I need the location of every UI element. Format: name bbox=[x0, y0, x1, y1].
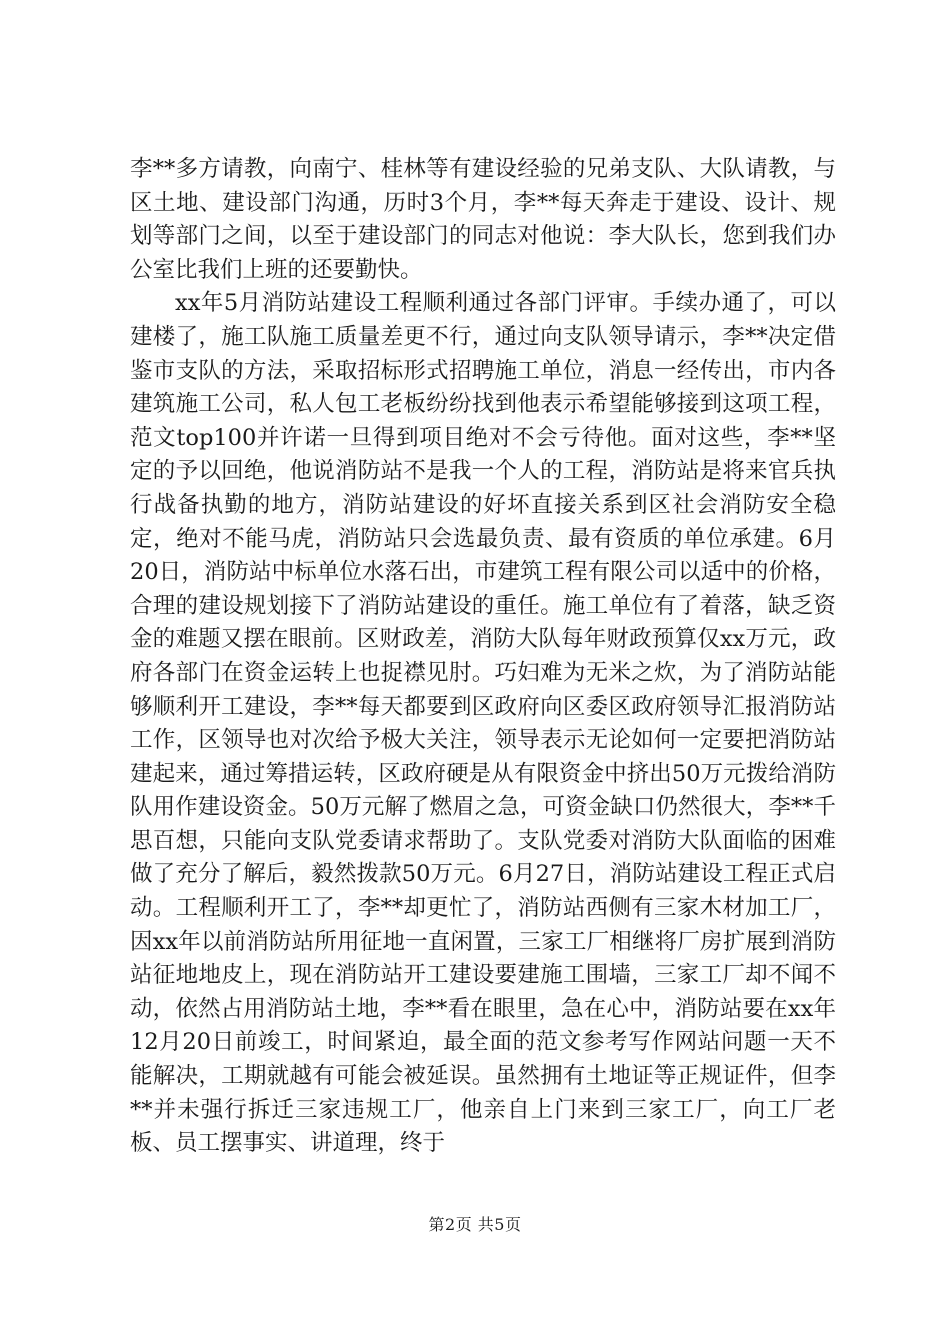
paragraph-2: xx年5月消防站建设工程顺利通过各部门评审。手续办通了，可以建楼了，施工队施工质量差更不行，通过向支队领导请示，李**决定借鉴市支队的方法，采取招标形式招聘施工单位，消息一经传出，市内各建筑施工公司，私人包工老板纷纷找到他表示希望能够接到这项工程，范文top100并许诺一旦得到项目绝对不会亏待他。面对这些，李**坚定的予以回绝，他说消防站不是我一个人的工程，消防站是将来官兵执行战备执勤的地方，消防站建设的好坏直接关系到区社会消防安全稳定，绝对不能马虎，消防站只会选最负责、最有资质的单位承建。6月20日，消防站中标单位水落石出，市建筑工程有限公司以适中的价格，合理的建设规划接下了消防站建设的重任。施工单位有了着落，缺乏资金的难题又摆在眼前。区财政差，消防大队每年财政预算仅xx万元，政府各部门在资金运转上也捉襟见肘。巧妇难为无米之炊，为了消防站能够顺利开工建设，李**每天都要到区政府向区委区政府领导汇报消防站工作，区领导也对次给予极大关注，领导表示无论如何一定要把消防站建起来，通过筹措运转，区政府硬是从有限资金中挤出50万元拨给消防队用作建设资金。50万元解了燃眉之急，可资金缺口仍然很大，李**千思百想，只能向支队党委请求帮助了。支队党委对消防大队面临的困难做了充分了解后，毅然拨款50万元。6月27日，消防站建设工程正式启动。工程顺利开工了，李**却更忙了，消防站西侧有三家木材加工厂，因xx年以前消防站所用征地一直闲置，三家工厂相继将厂房扩展到消防站征地地皮上，现在消防站开工建设要建施工围墙，三家工厂却不闻不动，依然占用消防站土地，李**看在眼里，急在心中，消防站要在xx年12月20日前竣工，时间紧迫，最全面的范文参考写作网站问题一天不能解决，工期就越有可能会被延误。虽然拥有土地证等正规证件，但李**并未强行拆迁三家违规工厂，他亲自上门来到三家工厂，向工厂老板、员工摆事实、讲道理，终于 bbox=[130, 290, 836, 1157]
document-body bbox=[130, 153, 836, 1161]
page-footer: 第2页 共5页 bbox=[428, 1215, 522, 1234]
paragraph-1: 李**多方请教，向南宁、桂林等有建设经验的兄弟支队、大队请教，与区土地、建设部门沟通，历时3个月，李**每天奔走于建设、设计、规划等部门之间，以至于建设部门的同志对他说：李大队长，您到我们办公室比我们上班的还要勤快。 bbox=[130, 156, 836, 283]
